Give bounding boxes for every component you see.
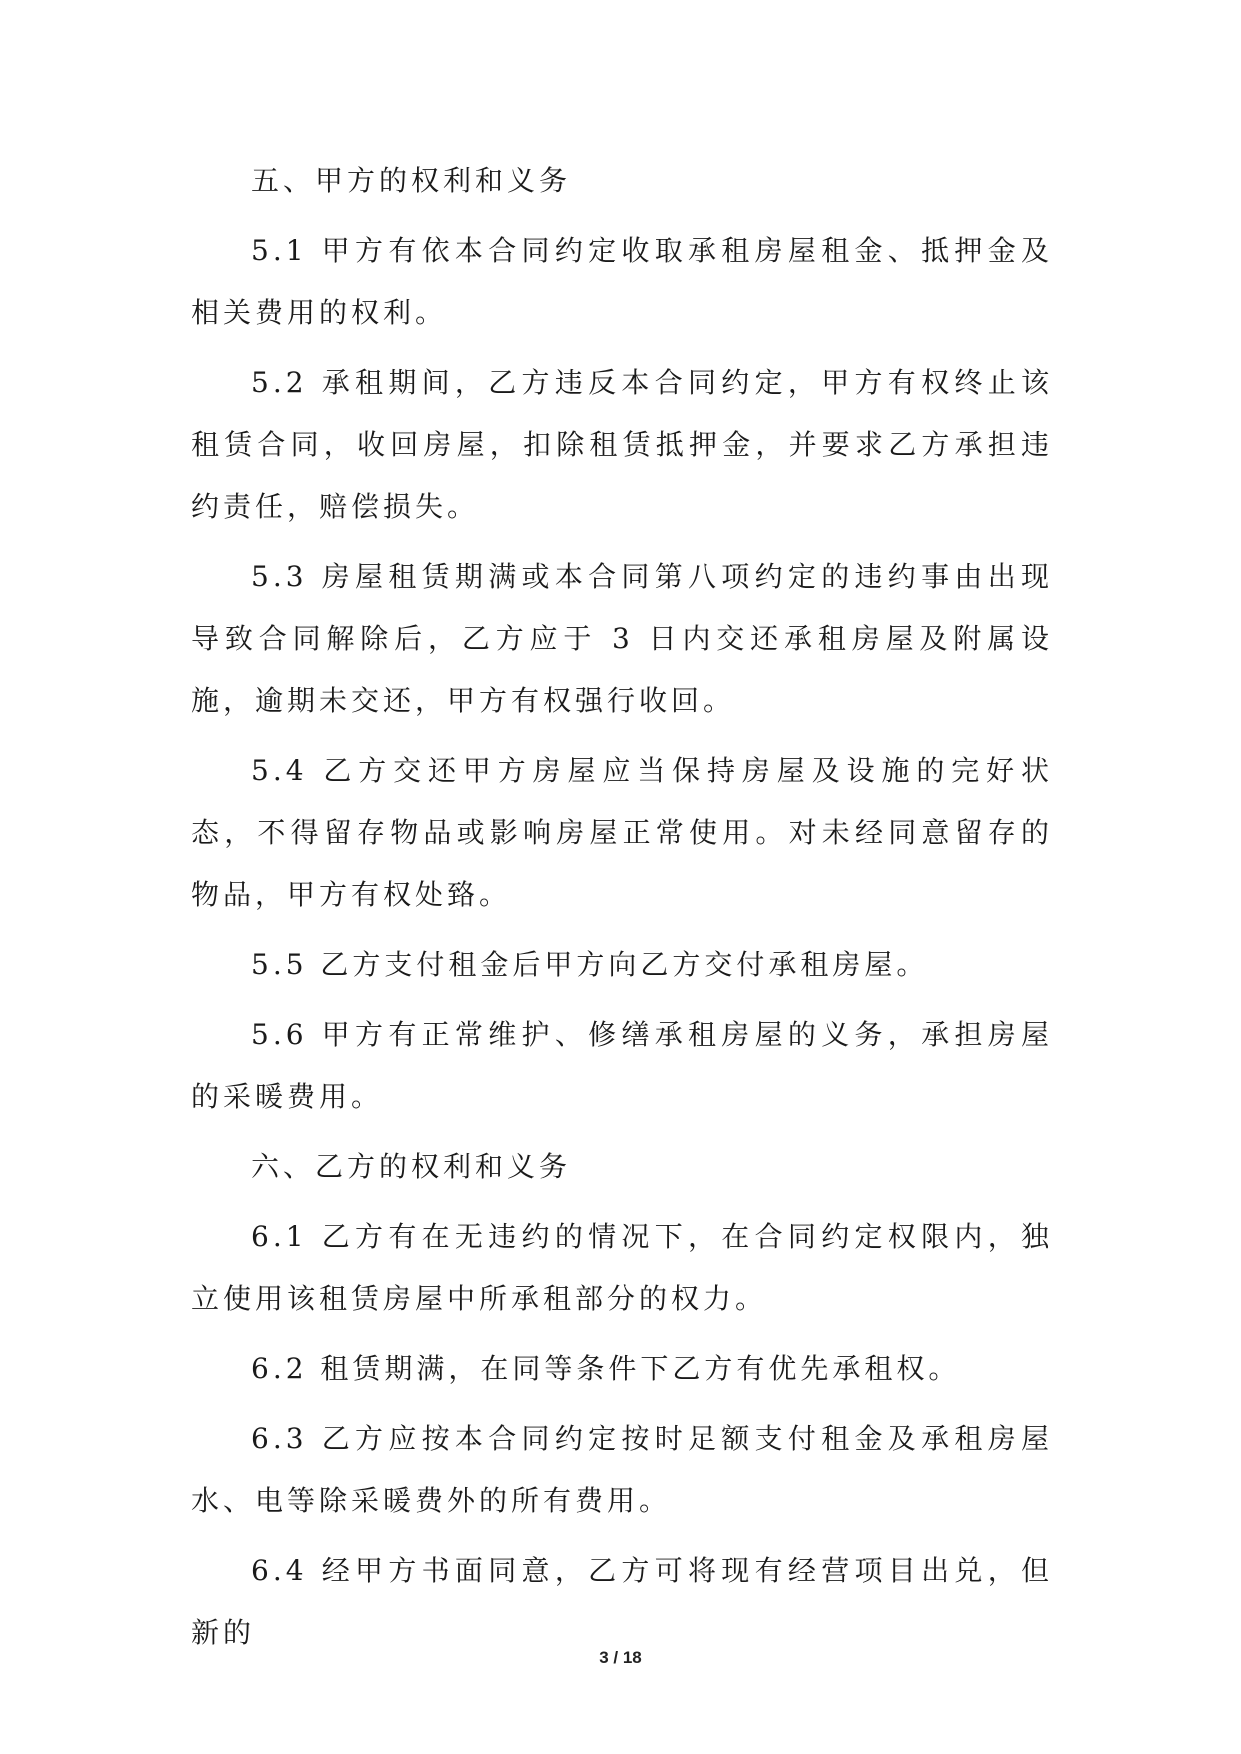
clause-5-1: 5.1 甲方有依本合同约定收取承租房屋租金、抵押金及相关费用的权利。 <box>191 234 1053 329</box>
clause-5-6: 5.6 甲方有正常维护、修缮承租房屋的义务，承担房屋的采暖费用。 <box>191 1018 1053 1113</box>
document-body <box>191 150 1053 1672</box>
clause-5-4: 5.4 乙方交还甲方房屋应当保持房屋及设施的完好状态，不得留存物品或影响房屋正常使用。对未经同意留存的物品，甲方有权处臵。 <box>191 754 1053 911</box>
page-number: 3 / 18 <box>599 1648 642 1667</box>
section-heading-5: 五、甲方的权利和义务 <box>251 164 572 197</box>
section-heading-6: 六、乙方的权利和义务 <box>251 1150 572 1183</box>
clause-5-2: 5.2 承租期间，乙方违反本合同约定，甲方有权终止该租赁合同，收回房屋，扣除租赁抵押金，并要求乙方承担违约责任，赔偿损失。 <box>191 366 1053 523</box>
clause-6-2: 6.2 租赁期满，在同等条件下乙方有优先承租权。 <box>251 1352 961 1385</box>
clause-6-1: 6.1 乙方有在无违约的情况下，在合同约定权限内，独立使用该租赁房屋中所承租部分的权力。 <box>191 1220 1053 1315</box>
clause-6-3: 6.3 乙方应按本合同约定按时足额支付租金及承租房屋水、电等除采暖费外的所有费用。 <box>191 1422 1053 1517</box>
clause-5-5: 5.5 乙方支付租金后甲方向乙方交付承租房屋。 <box>251 948 929 981</box>
clause-5-3: 5.3 房屋租赁期满或本合同第八项约定的违约事由出现导致合同解除后，乙方应于 3 日内交还承租房屋及附属设施，逾期未交还，甲方有权强行收回。 <box>191 560 1053 717</box>
clause-6-4: 6.4 经甲方书面同意，乙方可将现有经营项目出兑，但新的 <box>191 1554 1053 1649</box>
